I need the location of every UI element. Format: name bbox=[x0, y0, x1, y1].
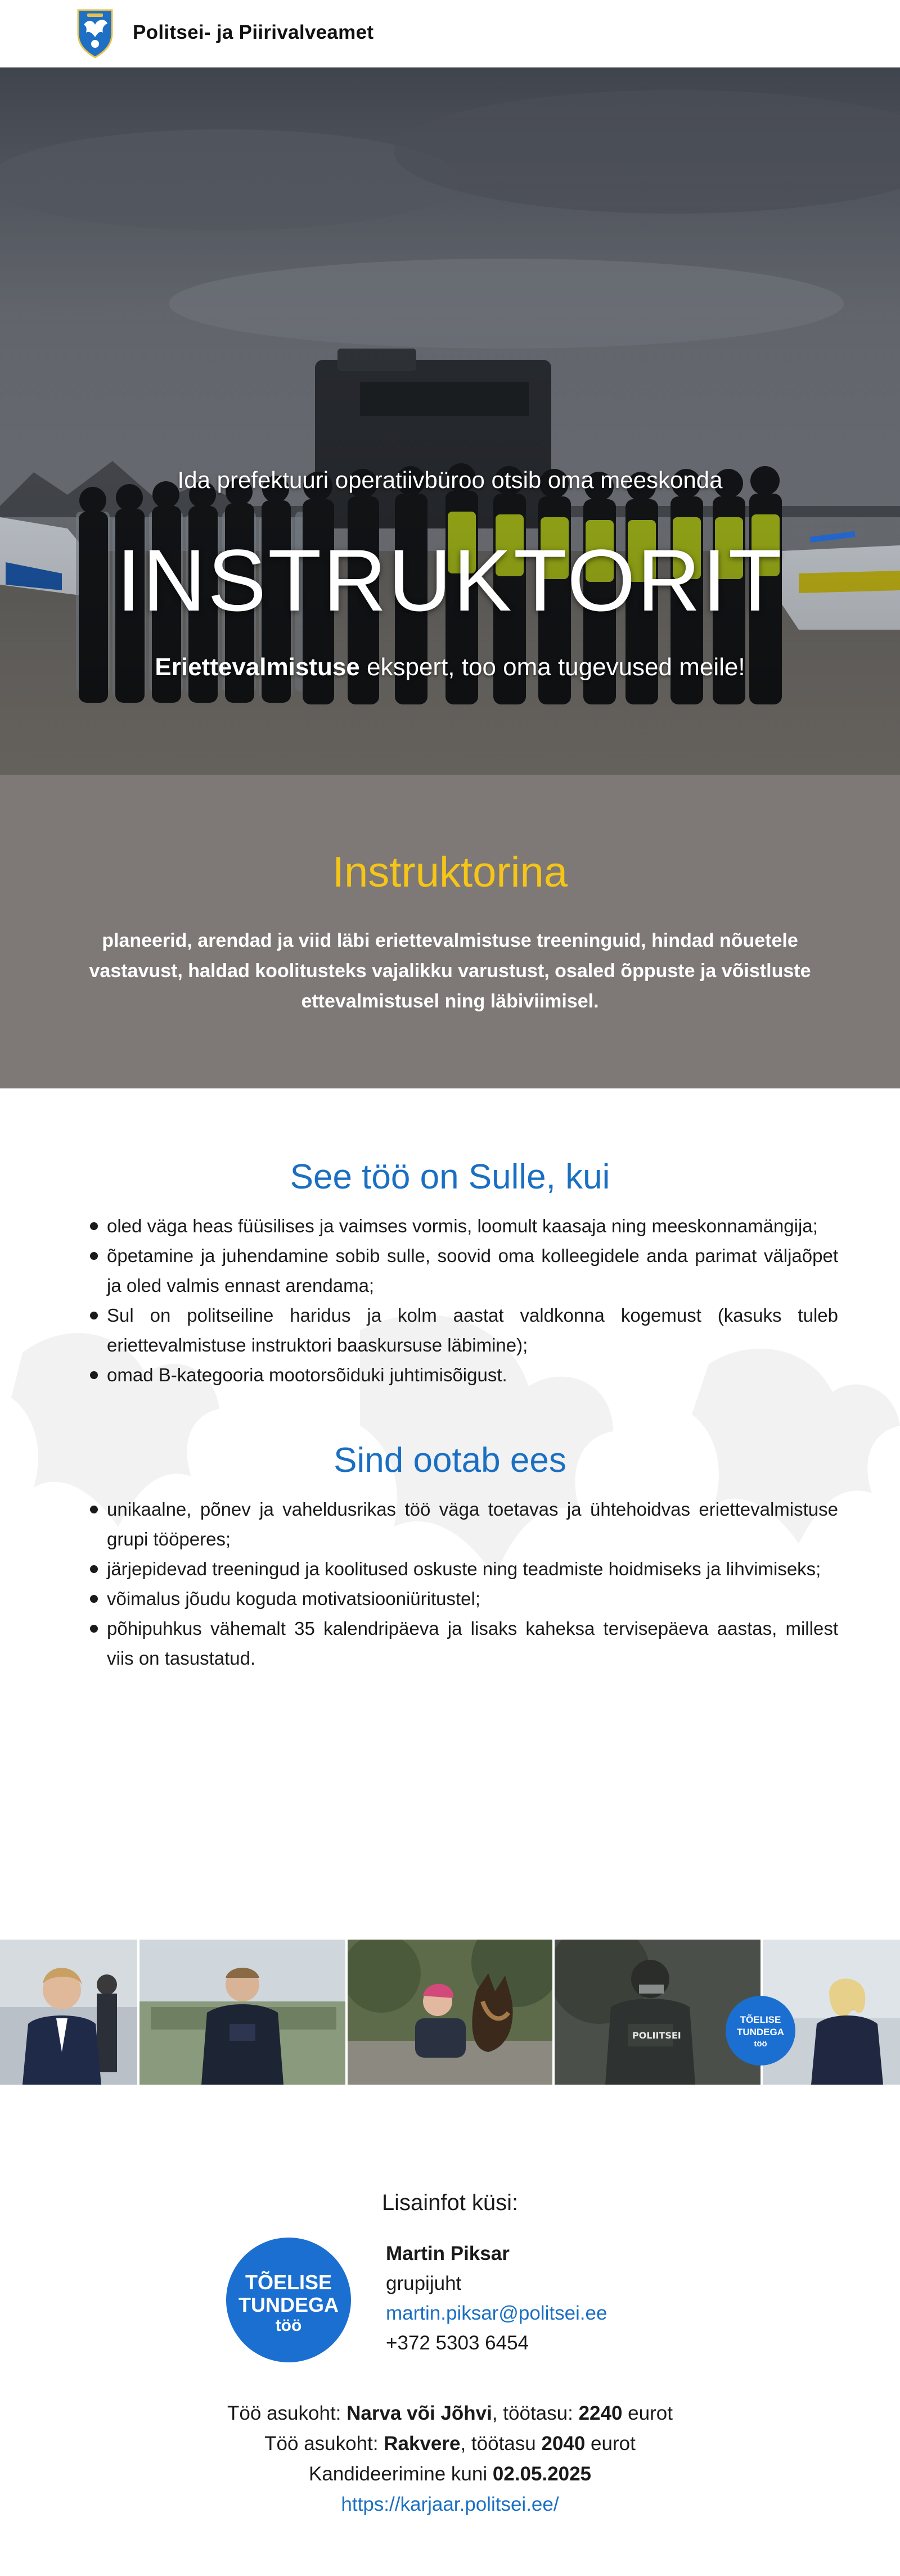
page-header bbox=[0, 0, 900, 67]
location-line-2 bbox=[0, 2429, 900, 2459]
location-label: Töö asukoht: bbox=[264, 2433, 384, 2455]
hero-tagline bbox=[0, 653, 900, 681]
list-item: õpetamine ja juhendamine sobib sulle, soovid oma kolleegidele anda parimat väljaõpet ja oled valmis ennast arendama; bbox=[90, 1241, 838, 1300]
career-site-link[interactable]: https://karjaar.politsei.ee/ bbox=[341, 2493, 559, 2515]
location-line-1 bbox=[0, 2398, 900, 2429]
contact-role: grupijuht bbox=[386, 2272, 462, 2294]
brand-badge-line1: TÕELISE bbox=[245, 2271, 332, 2294]
salary-label: , töötasu: bbox=[492, 2402, 579, 2424]
list-item: järjepidevad treeningud ja koolitused oskuste ning teadmiste hoidmiseks ja lihvimiseks; bbox=[90, 1554, 838, 1584]
photo-officer-with-dog bbox=[348, 1940, 552, 2085]
list-item: oled väga heas füüsilises ja vaimses vormis, loomult kaasaja ning meeskonnamängija; bbox=[90, 1211, 838, 1241]
strip-badge-line3: töö bbox=[754, 2039, 767, 2049]
suitable-list bbox=[90, 1211, 838, 1390]
location-label: Töö asukoht: bbox=[227, 2402, 347, 2424]
police-crest-icon bbox=[75, 8, 115, 58]
contact-name: Martin Piksar bbox=[386, 2243, 510, 2265]
section-title-benefits: Sind ootab ees bbox=[334, 1441, 566, 1480]
hero-tagline-rest: ekspert, too oma tugevused meile! bbox=[359, 653, 745, 681]
list-item: omad B-kategooria mootorsõiduki juhtimisõigust. bbox=[90, 1360, 838, 1390]
section-title-suitable: See töö on Sulle, kui bbox=[290, 1158, 610, 1196]
job-details bbox=[0, 1088, 900, 1932]
photo-officer-woman bbox=[0, 1940, 137, 2085]
hero-subtitle: Ida prefektuuri operatiivbüroo otsib oma meeskonda bbox=[177, 467, 723, 493]
deadline-line bbox=[0, 2459, 900, 2489]
job-terms bbox=[0, 2398, 900, 2520]
brand-badge bbox=[226, 2238, 351, 2362]
brand-badge-line3: töö bbox=[275, 2316, 302, 2335]
location-place: Narva või Jõhvi bbox=[346, 2402, 492, 2424]
location-place: Rakvere bbox=[384, 2433, 461, 2455]
strip-badge-line2: TUNDEGA bbox=[736, 2027, 785, 2037]
salary-unit: eurot bbox=[622, 2402, 673, 2424]
hero-banner bbox=[0, 67, 900, 775]
salary-value: 2240 bbox=[578, 2402, 623, 2424]
role-summary-title: Instruktorina bbox=[332, 848, 568, 896]
photo-strip bbox=[0, 1940, 900, 2085]
role-summary-band bbox=[0, 775, 900, 1088]
photo-tactical-officer bbox=[555, 1940, 760, 2085]
salary-unit: eurot bbox=[585, 2433, 636, 2455]
list-item: unikaalne, põnev ja vaheldusrikas töö väga toetavas ja ühtehoidvas eriettevalmistuse grupi tööperes; bbox=[90, 1494, 838, 1554]
org-name: Politsei- ja Piirivalveamet bbox=[133, 21, 374, 43]
contact-heading: Lisainfot küsi: bbox=[381, 2190, 519, 2215]
contact-phone: +372 5303 6454 bbox=[386, 2332, 529, 2354]
svg-text:POLIITSEI: POLIITSEI bbox=[632, 2030, 681, 2041]
salary-value: 2040 bbox=[541, 2433, 586, 2455]
list-item: Sul on politseiline haridus ja kolm aastat valdkonna kogemust (kasuks tuleb eriettevalmistuse instruktori baaskursuse läbimine); bbox=[90, 1300, 838, 1360]
role-summary-text: planeerid, arendad ja viid läbi eriettevalmistuse treeninguid, hindad nõuetele vastavust, haldad koolitusteks vajalikku varustust, osaled õppuste ja võistluste ettevalmistusel ning läbiviimisel. bbox=[89, 930, 811, 1012]
hero-title: INSTRUKTORIT bbox=[116, 532, 784, 630]
strip-badge-line1: TÕELISE bbox=[740, 2014, 781, 2025]
contact-details bbox=[386, 2239, 607, 2358]
benefits-list bbox=[90, 1494, 838, 1673]
salary-label: , töötasu bbox=[460, 2433, 542, 2455]
list-item: võimalus jõudu koguda motivatsiooniüritustel; bbox=[90, 1584, 838, 1614]
contact-email-link[interactable]: martin.piksar@politsei.ee bbox=[386, 2302, 608, 2324]
deadline-date: 02.05.2025 bbox=[492, 2463, 592, 2485]
strip-badge bbox=[726, 1996, 795, 2066]
deadline-label: Kandideerimine kuni bbox=[308, 2463, 493, 2485]
hero-tagline-bold: Eriettevalmistuse bbox=[155, 653, 360, 681]
brand-badge-line2: TUNDEGA bbox=[238, 2293, 339, 2316]
list-item: põhipuhkus vähemalt 35 kalendripäeva ja lisaks kaheksa tervisepäeva aastas, millest viis on tasustatud. bbox=[90, 1614, 838, 1673]
photo-officer-man bbox=[140, 1940, 345, 2085]
